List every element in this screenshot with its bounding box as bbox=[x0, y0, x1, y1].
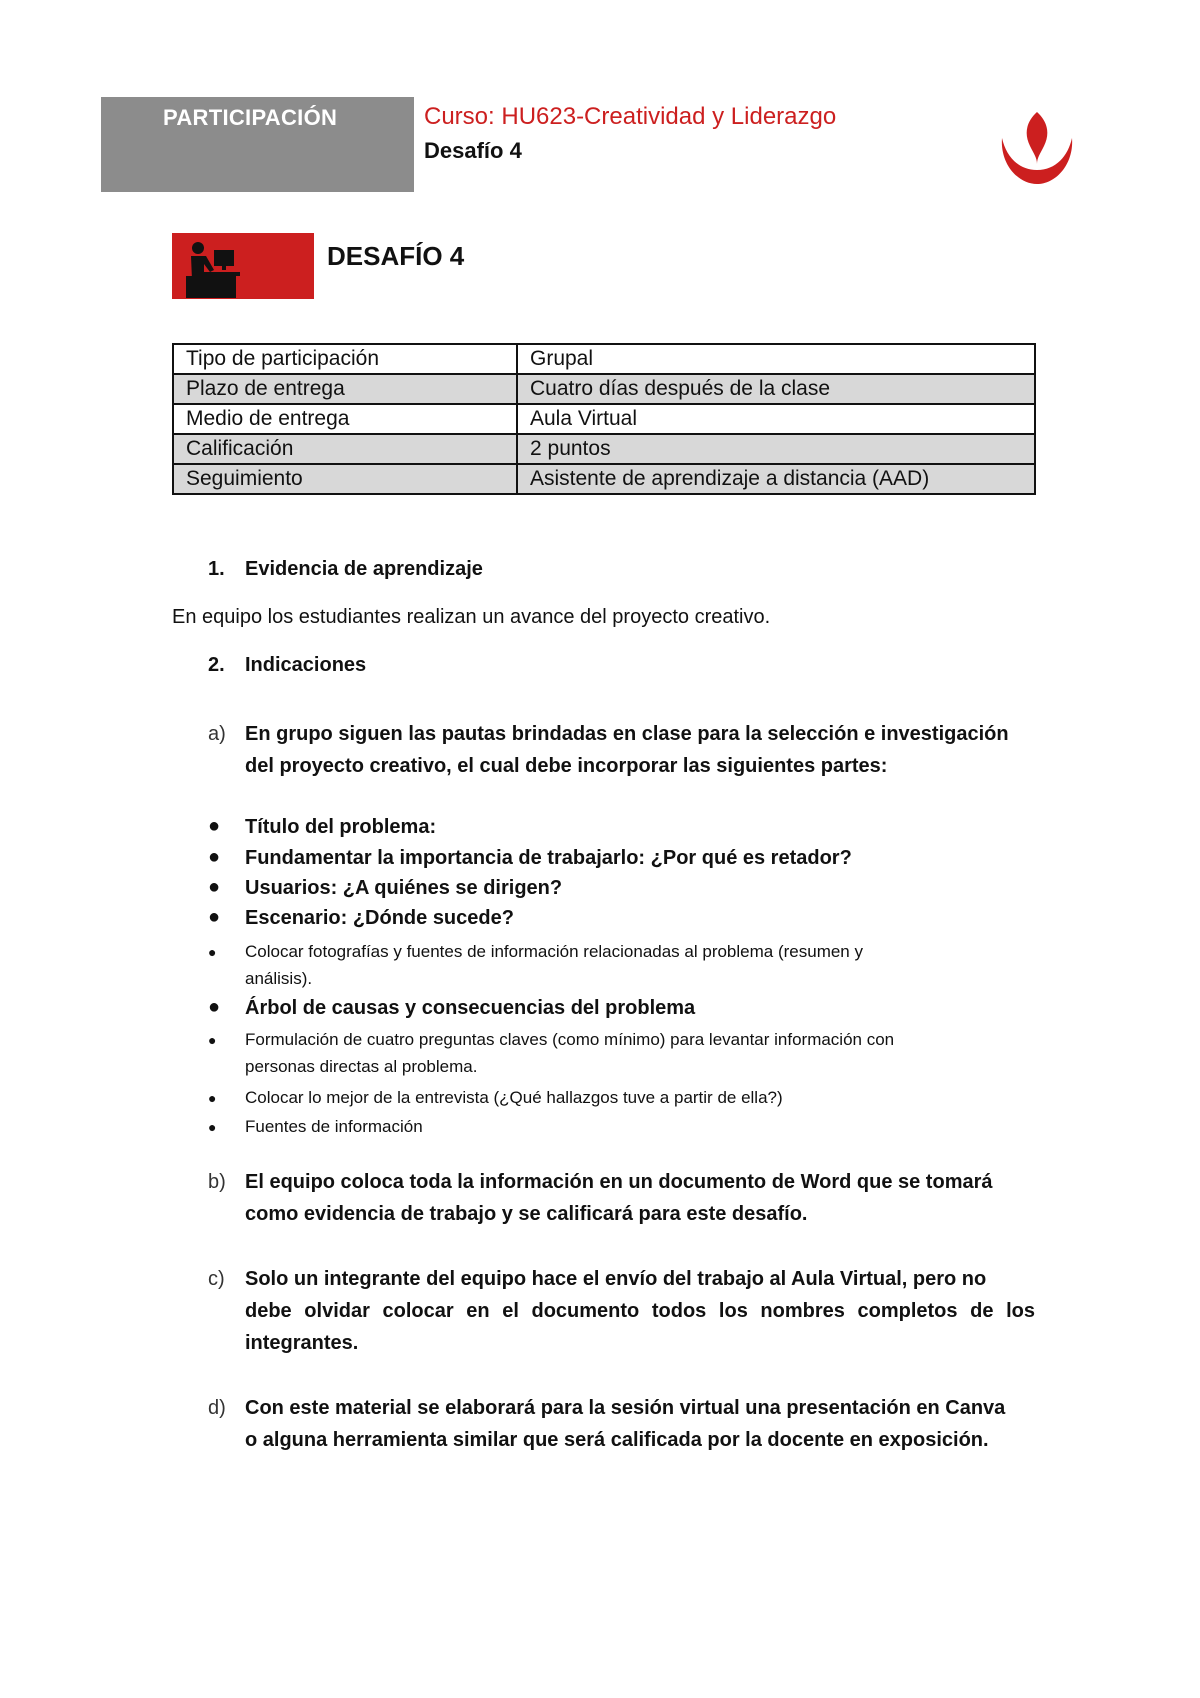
instruction-line: integrantes. bbox=[245, 1332, 359, 1354]
table-cell-value: Asistente de aprendizaje a distancia (AAD) bbox=[517, 464, 1035, 494]
university-logo-icon bbox=[996, 108, 1078, 188]
bullet-icon: ● bbox=[208, 815, 221, 837]
instruction-line: del proyecto creativo, el cual debe incorporar las siguientes partes: bbox=[245, 755, 888, 777]
table-cell-value: Cuatro días después de la clase bbox=[517, 374, 1035, 404]
section-title: Indicaciones bbox=[245, 654, 367, 676]
table-cell-value: 2 puntos bbox=[517, 434, 1035, 464]
table-cell-label: Plazo de entrega bbox=[173, 374, 517, 404]
bullet-icon: ● bbox=[208, 846, 221, 868]
bullet-icon: ● bbox=[208, 906, 221, 928]
bullet-icon: ● bbox=[208, 1090, 217, 1106]
instruction-d bbox=[208, 1392, 1035, 1456]
info-table bbox=[172, 343, 1036, 495]
instruction-letter: d) bbox=[208, 1397, 226, 1419]
instruction-letter: c) bbox=[208, 1268, 225, 1290]
instruction-line: Solo un integrante del equipo hace el envío del trabajo al Aula Virtual, pero no bbox=[245, 1268, 987, 1290]
table-cell-label: Calificación bbox=[173, 434, 517, 464]
bullet-text: Escenario: ¿Dónde sucede? bbox=[245, 907, 514, 929]
bullet-text: análisis). bbox=[245, 969, 313, 988]
bullet-icon: ● bbox=[208, 1032, 217, 1048]
instruction-line: El equipo coloca toda la información en un documento de Word que se tomará bbox=[245, 1171, 993, 1193]
bullet-text: Colocar lo mejor de la entrevista (¿Qué hallazgos tuve a partir de ella?) bbox=[245, 1088, 783, 1107]
bullet-icon: ● bbox=[208, 996, 221, 1018]
table-cell-value: Grupal bbox=[517, 344, 1035, 374]
section-number: 2. bbox=[208, 654, 225, 676]
bullet-text: Fuentes de información bbox=[245, 1117, 423, 1136]
instruction-line: debe olvidar colocar en el documento todos los nombres completos de los bbox=[245, 1300, 1035, 1322]
table-cell-value: Aula Virtual bbox=[517, 404, 1035, 434]
table-row bbox=[173, 404, 1035, 434]
table-row bbox=[173, 344, 1035, 374]
bullet-icon: ● bbox=[208, 1119, 217, 1135]
instruction-c bbox=[208, 1263, 1035, 1359]
challenge-title: DESAFÍO 4 bbox=[327, 241, 465, 271]
table-row bbox=[173, 374, 1035, 404]
course-title: Curso: HU623-Creatividad y Liderazgo bbox=[424, 103, 837, 130]
participation-label: PARTICIPACIÓN bbox=[163, 105, 338, 130]
section-number: 1. bbox=[208, 558, 225, 580]
bullet-text: Usuarios: ¿A quiénes se dirigen? bbox=[245, 877, 563, 899]
instruction-b bbox=[208, 1166, 1035, 1230]
section-title: Evidencia de aprendizaje bbox=[245, 558, 483, 580]
participation-banner bbox=[101, 97, 414, 192]
table-cell-label: Medio de entrega bbox=[173, 404, 517, 434]
bullet-text: Árbol de causas y consecuencias del problema bbox=[245, 997, 696, 1019]
table-row bbox=[173, 464, 1035, 494]
bullet-text: Título del problema: bbox=[245, 816, 437, 838]
instruction-a bbox=[208, 718, 1035, 782]
instruction-line: En grupo siguen las pautas brindadas en clase para la selección e investigación bbox=[245, 723, 1009, 745]
instruction-line: o alguna herramienta similar que será calificada por la docente en exposición. bbox=[245, 1429, 989, 1451]
bullet-icon: ● bbox=[208, 944, 217, 960]
bullet-text: Fundamentar la importancia de trabajarlo: ¿Por qué es retador? bbox=[245, 847, 852, 869]
challenge-subtitle: Desafío 4 bbox=[424, 138, 522, 163]
instruction-letter: a) bbox=[208, 723, 226, 745]
instruction-letter: b) bbox=[208, 1171, 226, 1193]
instruction-line: como evidencia de trabajo y se calificará para este desafío. bbox=[245, 1203, 808, 1225]
person-at-computer-icon bbox=[184, 236, 246, 298]
table-cell-label: Seguimiento bbox=[173, 464, 517, 494]
table-cell-label: Tipo de participación bbox=[173, 344, 517, 374]
table-row bbox=[173, 434, 1035, 464]
bullet-icon: ● bbox=[208, 876, 221, 898]
instruction-line: Con este material se elaborará para la sesión virtual una presentación en Canva bbox=[245, 1397, 1006, 1419]
bullet-text: Colocar fotografías y fuentes de información relacionadas al problema (resumen y bbox=[245, 942, 863, 961]
challenge-banner bbox=[172, 233, 314, 299]
bullet-text: Formulación de cuatro preguntas claves (como mínimo) para levantar información con bbox=[245, 1030, 895, 1049]
evidence-text: En equipo los estudiantes realizan un avance del proyecto creativo. bbox=[172, 606, 771, 628]
bullet-text: personas directas al problema. bbox=[245, 1057, 478, 1076]
